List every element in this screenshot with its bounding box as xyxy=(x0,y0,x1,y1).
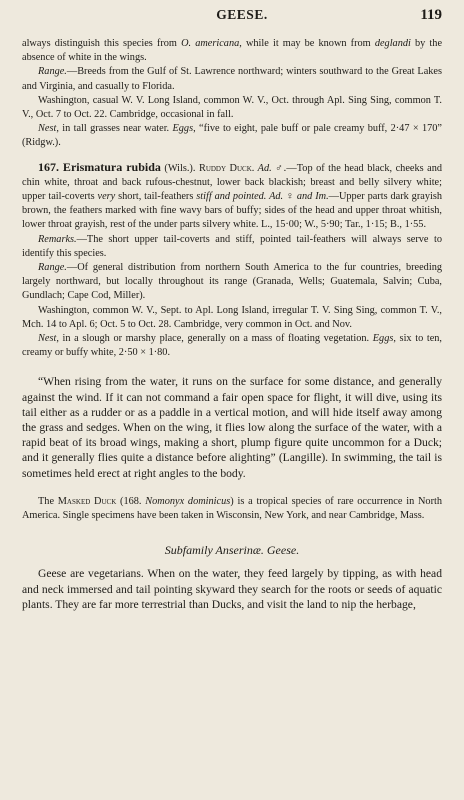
species-entry: 167. Erismatura rubida (Wils.). Ruddy Duck. Ad. ♂.—Top of the head black, cheeks and chin white, throat and back rufous-chestnut, lower back blackish; breast and belly silvery white; upper tail-coverts very short, tail-feathers stiff and pointed. Ad. ♀ and Im.—Upper parts dark grayish brown, the feathers marked with fine wavy bars of buffy; sides of the head and upper throat whitish, lower throat grayish, rest of the under parts silvery white. L., 15·00; W., 5·90; Tar., 1·15; B., 1·55. xyxy=(22,159,442,231)
species-name: 167. Erismatura rubida xyxy=(38,159,161,174)
nest-paragraph: Nest, in a slough or marshy place, generally on a mass of floating vegetation. Eggs, six to ten, creamy or buffy white, 2·50 × 1·80. xyxy=(22,333,442,359)
continued-paragraph: always distinguish this species from O. americana, while it may be known from deglandi by the absence of white in the wings. xyxy=(22,38,443,64)
running-header xyxy=(42,7,442,27)
localities-paragraph: Washington, casual W. V. Long Island, common W. V., Oct. through Apl. Sing Sing, common T. V., Oct. 7 to Oct. 22. Cambridge, occasional in fall. xyxy=(22,94,442,121)
page-title: GEESE. xyxy=(216,7,268,22)
nest-paragraph: Nest, in tall grasses near water. Eggs, “five to eight, pale buff or pale creamy buff, 2·47 × 170” (Ridgw.). xyxy=(22,123,442,149)
quotation-paragraph: “When rising from the water, it runs on the surface for some distance, and generally against the wind. If it can not command a fair open space for flight, it will dive, using its tail either as a rudder or as a paddle in a vertical motion, and will hide itself away among the grass and sedges. When on the wing, it flies low along the surface of the water, with a rapid beat of its broad wings, making a short, plump figure quite uncommon for a Duck; and it generally flies quite a distance before alighting” (Langille). In swimming, the tail is sometimes held erect at right angles to the body. xyxy=(22,375,442,480)
masked-duck-note: The Masked Duck (168. Nomonyx dominicus) is a tropical species of rare occurrence in North America. Single specimens have been taken in Wisconsin, New York, and near Cambridge, Mass. xyxy=(22,495,443,522)
localities-paragraph: Washington, common W. V., Sept. to Apl. Long Island, irregular T. V. Sing Sing, common T. V., Mch. 14 to Apl. 6; Oct. 5 to Oct. 28. Cambridge, very common in Oct. and Nov. xyxy=(22,304,442,330)
page-body xyxy=(22,37,442,612)
range-paragraph: Range.—Of general distribution from northern South America to the fur countries, breeding largely northward, but locally throughout its range (Granada, Wells; Guatemala, Salvin; Cuba, Gundlach; Cape Cod, Miller). xyxy=(22,262,442,302)
subfamily-heading: Subfamily Anserinæ. Geese. xyxy=(164,543,300,558)
remarks-paragraph: Remarks.—The short upper tail-coverts and stiff, pointed tail-feathers will always serve to identify this species. xyxy=(22,233,442,259)
common-name: Ruddy Duck. xyxy=(198,162,255,174)
range-paragraph: Range.—Breeds from the Gulf of St. Lawrence northward; winters southward to the Great Lakes and Virginia, and casually to Florida. xyxy=(22,66,442,92)
page-number: 119 xyxy=(420,7,442,23)
geese-paragraph: Geese are vegetarians. When on the water, they feed largely by tipping, as with head and neck immersed and tail pointing skyward they search for the roots or seeds of aquatic plants. They are far more terrestrial than Ducks, and visit the land to nip the herbage, xyxy=(22,567,442,611)
